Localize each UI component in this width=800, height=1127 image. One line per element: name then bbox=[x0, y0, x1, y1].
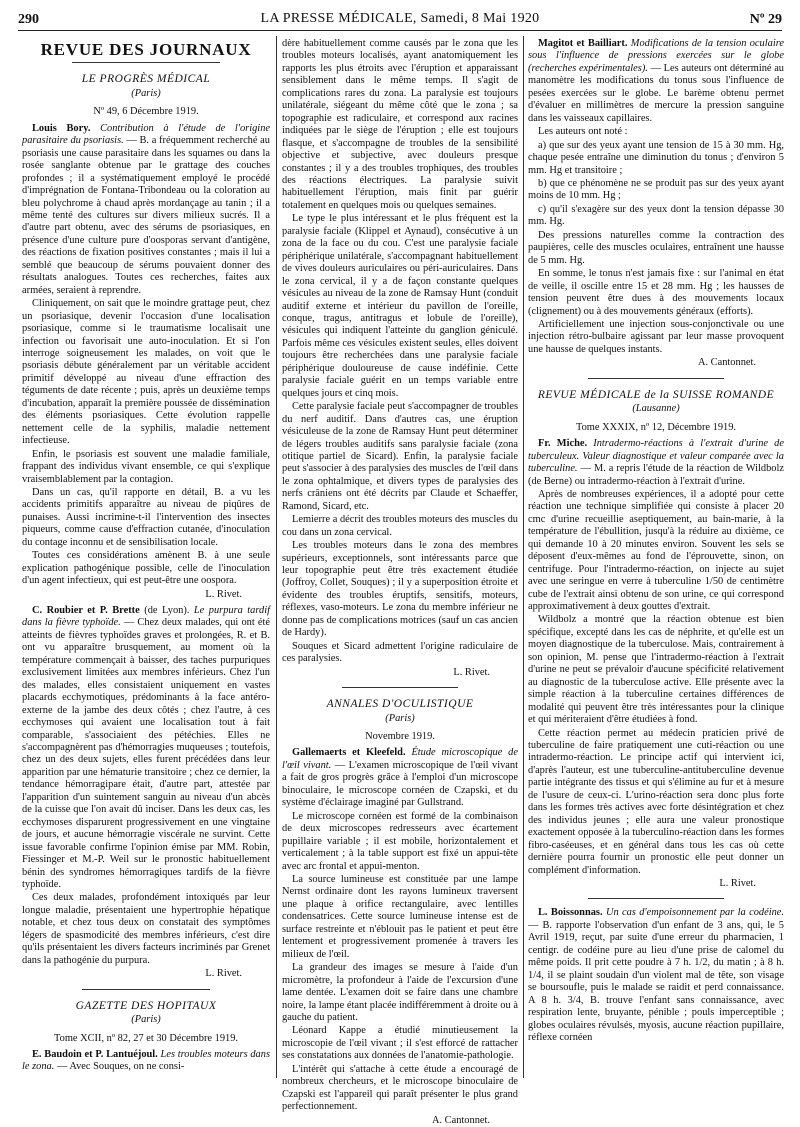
journal-issue: Nº 49, 6 Décembre 1919. bbox=[93, 106, 199, 118]
article-paragraph: Le microscope cornéen est formé de la combinaison de deux microscopes redresseurs avec écartement pupillaire variable ; il est mobile, horizontalement et verticalement ; à la table support est fixé un appui-tête avec arc frontal et appui-menton. bbox=[282, 810, 518, 872]
signature: A. Cantonnet. bbox=[697, 357, 756, 369]
signature: A. Cantonnet. bbox=[431, 1114, 490, 1126]
article-text: — Les auteurs ont déterminé au manomètre les modifications du tonus sous l'influence de pesées exercées sur le globe. Le barème obtenu permet d'évaluer en millimètres de mercure la pression sanguine dans les vaisseaux capillaires. bbox=[528, 62, 784, 124]
article-paragraph: Wildbolz a montré que la réaction obtenue est bien spécifique, excepté dans les cas de néphrite, et qu'elle est un moyen diagnostique de la tuberculose. Mais, contrairement à son opinion, M. pense que l'intradermo-réaction à l'extrait d'urine ne peut se prévaloir d'aucune spécificité relativement au diagnostic de la tuberculose active. Elle présente avec la simple réaction à la tuberculine certaines différences de modalité qui peuvent être très intéressantes pour la clinique et qui mériteraient d'être étudiées à fond. bbox=[528, 614, 784, 726]
divider bbox=[588, 898, 724, 899]
column-1 bbox=[22, 38, 270, 1078]
article-paragraph: La grandeur des images se mesure à l'aide d'un micromètre, la profondeur à l'aide de l'excursion d'une lame dentée. L'examen doit se faire dans une chambre noire, la lampe étant placée indifféremment à droite ou à gauche du patient. bbox=[282, 962, 518, 1023]
article-title: Modifications de la tension oculaire sous l'influence de pressions exercées sur le globe (recherches expérimentales). bbox=[528, 38, 784, 74]
article-paragraph: Dans un cas, qu'il rapporte en détail, B. a vu les accidents primitifs apparaître au niveau de piqûres de punaises. Aussi incrimine-t-il l'intervention des insectes piqueurs, comme cause d'effraction cutanée, d'inoculation du contage inconnu et de sensibilisation locale. bbox=[22, 486, 270, 548]
journal-heading: ANNALES D'OCULISTIQUE bbox=[326, 698, 474, 711]
article-author: Gallemaerts et Kleefeld. bbox=[292, 747, 406, 759]
column-divider-2 bbox=[523, 36, 524, 1078]
column-divider-1 bbox=[276, 36, 277, 1078]
article-text: — B. a fréquemment recherché au psoriasis une cause parasitaire dans les squames ou dans la rosée sanglante obtenue par le grattage des couches profondes ; il a systématiquement employé le procédé d'imprégnation de Fontana-Tribondeau ou la coloration au bleu polychrome à chaud après mordançage au tanin ; il a même tenté des cultures sur divers milieux sucrés. Il a d'autre part obtenu, avec des sérums de psoriasiques, en présence d'une culture pure d'oosporas servant d'antigène, des réactions de fixation positives constantes ; mais il lui a semblé que beaucoup de sérums pouvaient donner des résultats analogues. Toutes ces recherches, faites aux armées, seraient à reprendre. bbox=[22, 135, 270, 296]
article-paragraph: Cliniquement, on sait que le moindre grattage peut, chez un psoriasique, devenir l'occasion d'une localisation psoriasique, comme si le traumatisme localisait une infection ou favorisait une auto-inoculation. Et si l'on interroge soigneusement les malades, on voit que le psoriasis débute généralement par un véritable accident primitif développé au niveau d'une effraction des téguments de date récente ; puis, après un deuxième temps d'incubation, apparaît la première poussée de dissémination des éléments psoriasiques. Cette évolution rappelle nettement celle de la syphilis, maladie nettement infectieuse. bbox=[22, 298, 270, 447]
running-header bbox=[18, 8, 782, 31]
article-paragraph: Cette réaction permet au médecin praticien privé de tuberculine de faire pratiquement une cuti-réaction ou une intradermo-réaction. Le principe actif qui intervient ici, d'après l'auteur, est une tuberculine-antituberculine devenue partie intégrante des tissus et qui s'élimine au fur et à mesure de l'usure de ceux-ci. L'urino-réaction sera donc plus forte dans les formes très actives avec forte désintégration et chez des individus jeunes ; elle aura une valeur pronostique exactement opposée à la tuberculino-réaction dans les formes fibro-caséeuses, et en général dans tous les cas où cette dernière pourra fournir un pronostic elle peut donner un complément d'information. bbox=[528, 727, 784, 876]
signature: L. Rivet. bbox=[205, 588, 242, 600]
signature: L. Rivet. bbox=[719, 878, 756, 889]
article-title: Le purpura tardif dans la fièvre typhoïde. bbox=[22, 605, 271, 629]
article-paragraph: a) que sur des yeux ayant une tension de 15 à 30 mm. Hg, chaque pesée entraîne une diminution du tonus ; d'environ 5 mm. Hg et transitoire ; bbox=[528, 139, 784, 176]
article-paragraph: c) qu'il s'exagère sur des yeux dont la tension dépasse 30 mm. Hg. bbox=[528, 203, 784, 228]
column-2 bbox=[282, 38, 518, 1126]
divider bbox=[82, 989, 210, 990]
article-text: — M. a repris l'étude de la réaction de Wildbolz (de Berne) ou intradermo-réaction à l'extrait d'urine. bbox=[528, 463, 784, 487]
article-paragraph: Cette paralysie faciale peut s'accompagner de troubles du nerf auditif. Dans d'autres cas, une éruption vésiculeuse de la zone de Ramsay Hunt peut déterminer de légers troubles auditifs sans paralysie faciale (zona otitique partiel de Sicard). Enfin, la paralysie faciale peut s'associer à des paralysies des muscles de l'œil dans le zona ophtalmique, et divers types de paralysies des nerfs crâniens ont été décrits par Claude et Schaeffer, Ramond, Sicard, etc. bbox=[282, 401, 518, 512]
journal-city: (Paris) bbox=[131, 87, 161, 99]
journal-heading: REVUE MÉDICALE de la SUISSE ROMANDE bbox=[537, 388, 775, 401]
article-paragraph: En somme, le tonus n'est jamais fixe : sur l'animal en état de veille, il oscille entre 15 et 28 mm. Hg ; les hausses de tension peuvent être dues à des mouvements locaux (clignement) ou à des mouvements généraux (efforts). bbox=[528, 268, 784, 317]
article-author: L. Boissonnas. bbox=[538, 907, 603, 919]
article-paragraph bbox=[282, 747, 518, 809]
journal-city: (Lausanne) bbox=[632, 403, 680, 415]
article-paragraph: Souques et Sicard admettent l'origine radiculaire de ces paralysies. bbox=[282, 640, 518, 665]
article-title: Étude microscopique de l'œil vivant. bbox=[282, 747, 518, 771]
article-title: Contribution à l'étude de l'origine parasitaire du psoriasis. bbox=[22, 122, 270, 147]
article-paragraph: Léonard Kappe a étudié minutieusement la microscopie de l'œil vivant ; il s'est efforcé de rattacher ses constatations aux données de l'anatomie-pathologie. bbox=[282, 1025, 518, 1062]
article-paragraph: Le type le plus intéressant et le plus fréquent est la paralysie faciale (Klippel et Aynaud), consécutive à un zona de la face ou du cou. C'est une paralysie faciale périphérique unilatérale, s'accompagnant habituellement de vives douleurs auriculaires ou péri-auriculaires. Dans le zona cervical, il y a de façon constante quelques vésicules au niveau de la zone de Ramsay Hunt (conduit auditif externe et intérieur du pavillon de l'oreille, conque, tragus, antitragus et lobule de l'oreille), vésicules qui indiquent l'atteinte du ganglion géniculé. Parfois même ces vésicules existent seules, elles doivent toujours être recherchées dans une paralysie faciale périphérique douloureuse de cause indéfinie. Cette paralysie faciale guérit en un temps variable entre quelques jours et cinq mois. bbox=[282, 213, 518, 399]
article-paragraph bbox=[528, 38, 784, 125]
article-paragraph: Les auteurs ont noté : bbox=[538, 126, 628, 138]
article-paragraph bbox=[22, 123, 270, 297]
page-number: 290 bbox=[18, 12, 39, 27]
article-title: Intradermo-réactions à l'extrait d'urine de tuberculeux. Valeur diagnostique et valeur comparée avec la tuberculine. bbox=[528, 438, 784, 475]
article-paragraph bbox=[22, 605, 270, 891]
signature: L. Rivet. bbox=[205, 968, 242, 980]
article-location: (de Lyon). bbox=[144, 605, 190, 617]
divider bbox=[342, 687, 458, 688]
article-title: Un cas d'empoisonnement par la codéine. bbox=[605, 907, 784, 919]
article-author: Fr. Miche. bbox=[538, 438, 588, 450]
article-paragraph bbox=[528, 907, 784, 1044]
article-paragraph: Artificiellement une injection sous-conjonctivale ou une injection rétro-bulbaire agissant par leur masse provoquent une hausse de quelques instants. bbox=[528, 318, 784, 355]
signature: L. Rivet. bbox=[453, 666, 490, 678]
article-text: — B. rapporte l'observation d'un enfant de 3 ans, qui, le 5 Avril 1919, reçut, par suite d'une erreur du pharmacien, 1 centigr. de codéine pure au lieu d'une prise de calomel du même poids. Il prit cette poudre à 7 h. 1/2, du matin ; à 8 h. 1/4, il se plaint soudain d'un violent mal de tête, son visage se boursoufle, puis le malade se raidit et perd connaissance. A 8 h. 3/4, B. trouve l'enfant sans connaissance, avec respiration lente, bruyante, pénible ; pouls imperceptible ; globes oculaires révulsés, myosis, aucune réaction pupillaire, réflexe cornéen bbox=[528, 919, 784, 1043]
article-paragraph: Les troubles moteurs dans le zona des membres supérieurs, exceptionnels, sont intéressants parce que leur topographie peut être très exactement étudiée (Joffroy, Collet, Souques) ; il y a superposition étroite et évidente des troubles éruptifs, sensitifs, moteurs, réflexes, vaso-moteurs. Le zona du membre inférieur ne donne pas de complications motrices (sauf un cas ancien de Hardy). bbox=[282, 540, 518, 639]
article-paragraph: b) que ce phénomène ne se produit pas sur des yeux ayant moins de 10 mm. Hg ; bbox=[528, 177, 784, 202]
article-paragraph: Toutes ces considérations amènent B. à une seule explication pathogénique possible, celle de l'inoculation d'un agent infectieux, qui est peut-être une oospora. bbox=[22, 550, 270, 587]
journal-issue: Novembre 1919. bbox=[365, 731, 435, 743]
section-title: REVUE DES JOURNAUX bbox=[40, 40, 252, 59]
article-author: Magitot et Bailliart. bbox=[538, 38, 628, 49]
article-paragraph: dère habituellement comme causés par le zona que les troubles moteurs localisés, ayant anatomiquement les rapports les plus étroits avec l'éruption et apparaissant sensiblement dans le même temps. Il s'agit de complications rares du zona. La paralysie est toujours unilatérale, siégeant du même côté que le zona ; sa topographie est radiculaire, et correspond aux racines indiquées par le siège de l'éruption ; elle est toujours flasque, et s'accompagne de troubles de la sensibilité objective et subjective, avec douleurs presque constantes ; il y a des troubles trophiques, des troubles des réactions électriques. La paralysie suivit habituellement l'éruption, mais finit par guérir totalement en quelques mois ou quelques semaines. bbox=[282, 38, 518, 211]
issue-number: Nº 29 bbox=[749, 12, 782, 27]
article-author: C. Roubier et P. Brette bbox=[32, 605, 140, 617]
journal-title: LA PRESSE MÉDICALE, Samedi, 8 Mai 1920 bbox=[260, 11, 540, 26]
journal-city: (Paris) bbox=[131, 1014, 161, 1026]
article-paragraph bbox=[22, 1049, 270, 1074]
article-paragraph: Enfin, le psoriasis est souvent une maladie familiale, frappant des individus vivant ensemble, ce qui s'explique vraisemblablement par la contagion. bbox=[22, 448, 270, 485]
article-paragraph: La source lumineuse est constituée par une lampe Nernst ordinaire dont les rayons lumineux traversent une plaque à orifice rectangulaire, avec lentilles condensatrices. Cette source lumineuse intense est de surface restreinte et n'éblouit pas le patient et peut être lentement et progressivement promenée à travers les milieux de l'œil. bbox=[282, 874, 518, 960]
article-paragraph bbox=[528, 438, 784, 488]
journal-issue: Tome XXXIX, nº 12, Décembre 1919. bbox=[575, 421, 737, 433]
journal-issue: Tome XCII, nº 82, 27 et 30 Décembre 1919. bbox=[54, 1032, 238, 1044]
column-3 bbox=[528, 38, 784, 1078]
article-paragraph: Après de nombreuses expériences, il a adopté pour cette réaction une technique simplifiée qui consiste à placer 20 cmc d'urine recueillie aseptiquement, au bain-marie, à la température de l'ébullition, jusqu'à la réduire au dixième, ce qui demande 10 à 20 minutes environ. Souvent les sels se déposent d'eux-mêmes au fond de l'éprouvette, sinon, on centrifuge. Pour l'intradermo-réaction, on injecte au sujet avec une seringue en verre à tuberculine 1/50 de centimètre cube de l'extrait ainsi obtenu de son urine, ce qui correspond approximativement à deux gouttes d'extrait. bbox=[528, 488, 784, 613]
article-paragraph: Des pressions naturelles comme la contraction des paupières, celle des muscles oculaires, entraînent une hausse de 5 mm. Hg. bbox=[528, 229, 784, 266]
article-title: Les troubles moteurs dans le zona. bbox=[22, 1048, 270, 1073]
article-author: Louis Bory. bbox=[32, 122, 91, 134]
journal-heading: GAZETTE DES HOPITAUX bbox=[75, 999, 217, 1012]
article-author: E. Baudoin et P. Lantuéjoul. bbox=[32, 1048, 158, 1060]
article-paragraph: L'intérêt qui s'attache à cette étude a encouragé de nombreux chercheurs, et le microscope binoculaire de Czapski est l'appareil qui paraît présenter le plus grand perfectionnement. bbox=[282, 1063, 518, 1113]
article-text: — Avec Souques, on ne consi- bbox=[56, 1061, 185, 1073]
journal-heading: LE PROGRÈS MÉDICAL bbox=[81, 73, 211, 86]
article-paragraph: Lemierre a décrit des troubles moteurs des muscles du cou dans un zona cervical. bbox=[282, 514, 518, 538]
divider bbox=[588, 378, 724, 379]
article-paragraph: Ces deux malades, profondément intoxiqués par leur longue maladie, présentaient une hypertrophie hépatique notable, et chez tous deux on constatait des symptômes légers de spasmodicité des membres inférieurs, c'est dire qu'ils présentaient les divers facteurs incriminés par Grenet dans la pathogénie du purpura. bbox=[22, 892, 270, 966]
divider bbox=[72, 62, 220, 63]
article-text: — Chez deux malades, qui ont été atteints de fièvres typhoïdes graves et prolongées, R. et B. ont vu apparaître brusquement, au moment où la température commençait à baisser, des taches purpuriques exclusivement limitées aux membres inférieurs. Chez l'un des malades, elles consistaient uniquement en vastes placards ecchymotiques, prédominants à la face antéro-externe de la jambe des deux côtés ; chez l'autre, à ces ecchymoses qui avaient une localisation tout à fait comparable, s'associaient des pétéchies. Elles ne s'accompagnèrent pas d'hémorragies muqueuses ; toutefois, chez un des deux sujets, elles furent précédées dans leur apparition par une hématurie transitoire ; chez ce dernier, la tendance hémorragipare était, d'autre part, attestée par l'apparition d'un suintement sanguin au niveau d'un abcès de la cuisse que l'on avait dû inciser. Dans les deux cas, les ecchymoses disparurent progressivement en une vingtaine de jours, et aucune hémorragie viscérale ne survint. Cette issue favorable confirme l'opinion émise par MM. Robin, Fiessinger et M.-P. Weil sur le pronostic habituellement bénin des syndromes hémorragiques tardifs de la fièvre typhoïde. bbox=[22, 617, 270, 890]
article-text: — L'examen microscopique de l'œil vivant a fait de gros progrès grâce à l'emploi d'un microscope binoculaire, le microscope cornéen de Czapski, et du système d'éclairage imaginé par Gullstrand. bbox=[282, 759, 518, 809]
journal-city: (Paris) bbox=[385, 712, 415, 724]
